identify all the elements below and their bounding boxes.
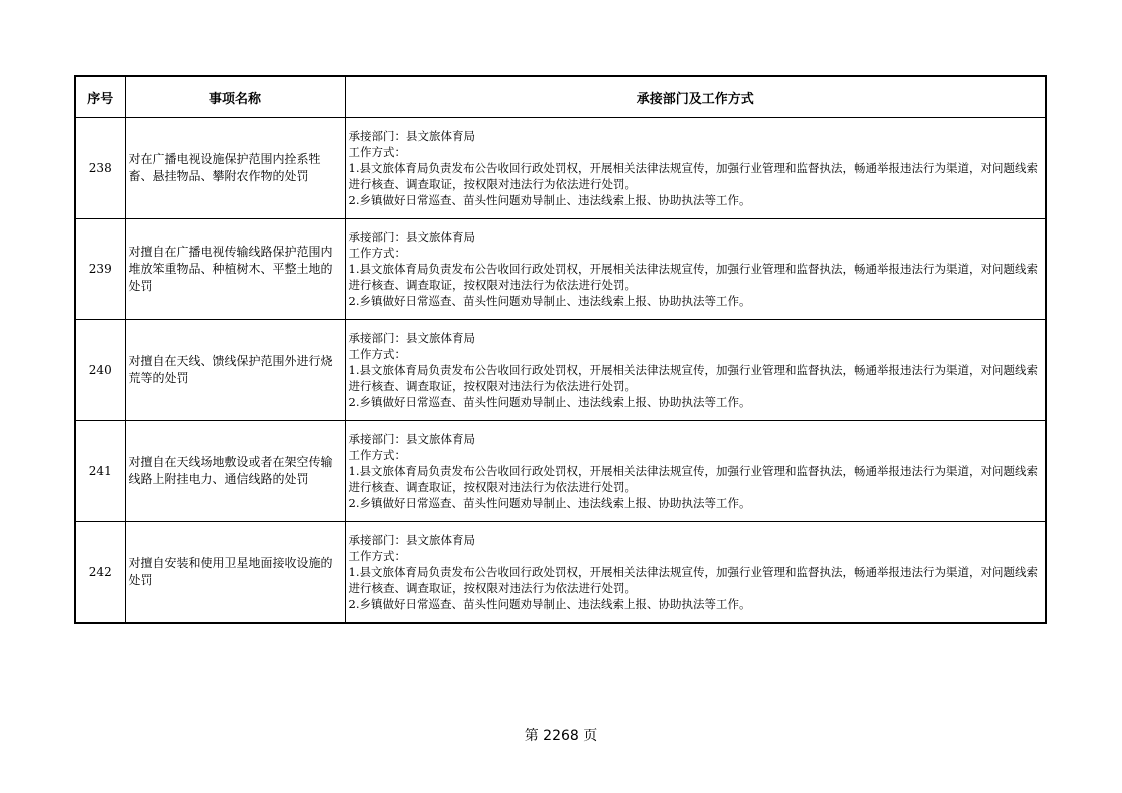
method-item-2: 2.乡镇做好日常巡查、苗头性问题劝导制止、违法线索上报、协助执法等工作。 (348, 496, 751, 510)
table-row (75, 522, 1046, 624)
department-line: 承接部门：县文旅体育局 (348, 129, 475, 143)
method-label: 工作方式： (348, 549, 406, 563)
items-table (74, 75, 1047, 624)
header-department-method: 承接部门及工作方式 (345, 76, 1046, 118)
method-item-2: 2.乡镇做好日常巡查、苗头性问题劝导制止、违法线索上报、协助执法等工作。 (348, 597, 751, 611)
department-line: 承接部门：县文旅体育局 (348, 432, 475, 446)
method-item-2: 2.乡镇做好日常巡查、苗头性问题劝导制止、违法线索上报、协助执法等工作。 (348, 395, 751, 409)
method-item-1: 1.县文旅体育局负责发布公告收回行政处罚权，开展相关法律法规宣传，加强行业管理和监督执法，畅通举报违法行为渠道，对问题线索进行核查、调查取证，按权限对违法行为依法进行处罚。 (348, 363, 1038, 393)
method-item-1: 1.县文旅体育局负责发布公告收回行政处罚权，开展相关法律法规宣传，加强行业管理和监督执法，畅通举报违法行为渠道，对问题线索进行核查、调查取证，按权限对违法行为依法进行处罚。 (348, 565, 1038, 595)
serial-number-cell: 240 (75, 320, 125, 421)
serial-number-cell: 242 (75, 522, 125, 624)
page-number: 第 2268 页 (524, 728, 598, 744)
table-row (75, 320, 1046, 421)
item-name-cell: 对擅自安装和使用卫星地面接收设施的处罚 (125, 522, 345, 624)
method-label: 工作方式： (348, 145, 406, 159)
table-row (75, 118, 1046, 219)
table-row (75, 421, 1046, 522)
item-name-cell: 对擅自在广播电视传输线路保护范围内堆放笨重物品、种植树木、平整土地的处罚 (125, 219, 345, 320)
department-line: 承接部门：县文旅体育局 (348, 331, 475, 345)
method-label: 工作方式： (348, 347, 406, 361)
method-label: 工作方式： (348, 448, 406, 462)
serial-number-cell: 239 (75, 219, 125, 320)
method-item-1: 1.县文旅体育局负责发布公告收回行政处罚权，开展相关法律法规宣传，加强行业管理和监督执法，畅通举报违法行为渠道，对问题线索进行核查、调查取证，按权限对违法行为依法进行处罚。 (348, 464, 1038, 494)
table-header-row (75, 76, 1046, 118)
table-row (75, 219, 1046, 320)
department-line: 承接部门：县文旅体育局 (348, 230, 475, 244)
item-name-cell: 对擅自在天线、馈线保护范围外进行烧荒等的处罚 (125, 320, 345, 421)
method-item-1: 1.县文旅体育局负责发布公告收回行政处罚权，开展相关法律法规宣传，加强行业管理和监督执法，畅通举报违法行为渠道，对问题线索进行核查、调查取证，按权限对违法行为依法进行处罚。 (348, 262, 1038, 292)
header-serial-number: 序号 (75, 76, 125, 118)
department-line: 承接部门：县文旅体育局 (348, 533, 475, 547)
method-label: 工作方式： (348, 246, 406, 260)
serial-number-cell: 238 (75, 118, 125, 219)
method-item-1: 1.县文旅体育局负责发布公告收回行政处罚权，开展相关法律法规宣传，加强行业管理和监督执法，畅通举报违法行为渠道，对问题线索进行核查、调查取证，按权限对违法行为依法进行处罚。 (348, 161, 1038, 191)
department-method-cell (345, 522, 1046, 624)
method-item-2: 2.乡镇做好日常巡查、苗头性问题劝导制止、违法线索上报、协助执法等工作。 (348, 294, 751, 308)
department-method-cell (345, 320, 1046, 421)
department-method-cell (345, 219, 1046, 320)
department-method-cell (345, 118, 1046, 219)
header-item-name: 事项名称 (125, 76, 345, 118)
department-method-cell (345, 421, 1046, 522)
item-name-cell: 对在广播电视设施保护范围内拴系牲畜、悬挂物品、攀附农作物的处罚 (125, 118, 345, 219)
serial-number-cell: 241 (75, 421, 125, 522)
item-name-cell: 对擅自在天线场地敷设或者在架空传输线路上附挂电力、通信线路的处罚 (125, 421, 345, 522)
method-item-2: 2.乡镇做好日常巡查、苗头性问题劝导制止、违法线索上报、协助执法等工作。 (348, 193, 751, 207)
